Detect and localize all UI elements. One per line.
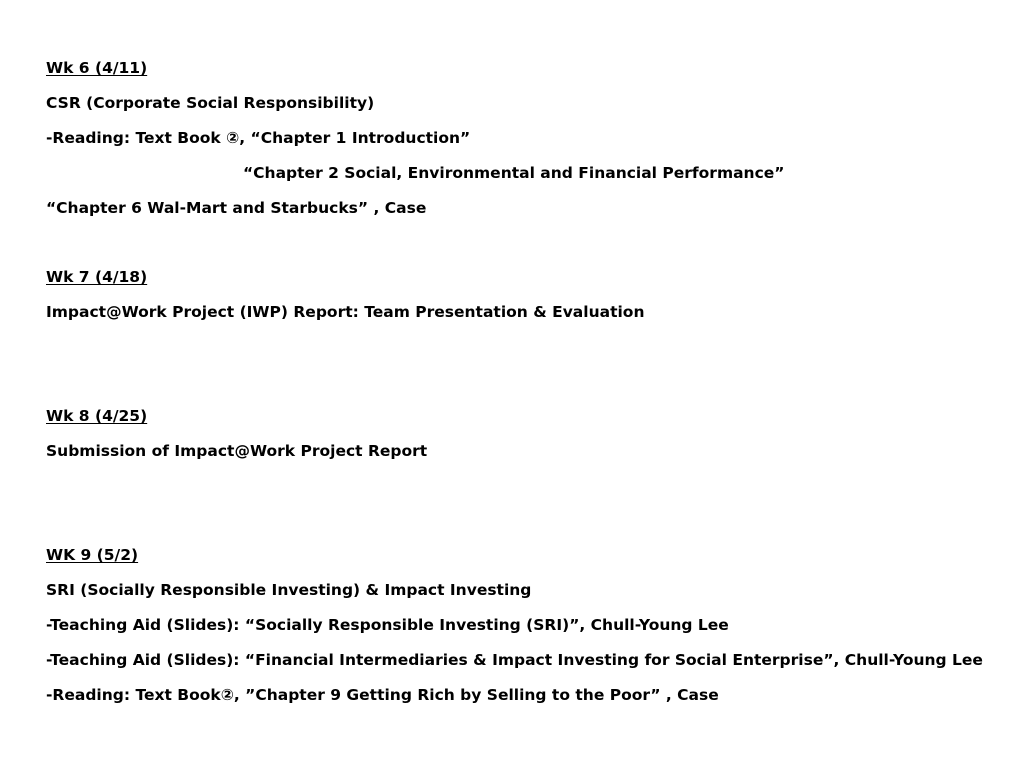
week9-teaching-aid-2: -Teaching Aid (Slides): “Financial Intermediaries & Impact Investing for Social Enterprise”, Chull-Young Lee (46, 651, 983, 669)
week6-reading: -Reading: Text Book ②, “Chapter 1 Introduction” (46, 129, 471, 147)
week9-heading: WK 9 (5/2) (46, 546, 139, 564)
week7-heading: Wk 7 (4/18) (46, 268, 148, 286)
week9-topic: SRI (Socially Responsible Investing) & Impact Investing (46, 581, 532, 599)
week8-topic: Submission of Impact@Work Project Report (46, 442, 428, 460)
week6-case: “Chapter 6 Wal-Mart and Starbucks” , Case (46, 199, 427, 217)
week6-heading: Wk 6 (4/11) (46, 59, 148, 77)
week7-topic: Impact@Work Project (IWP) Report: Team Presentation & Evaluation (46, 303, 645, 321)
week6-reading-continued: “Chapter 2 Social, Environmental and Financial Performance” (243, 164, 785, 182)
week8-heading: Wk 8 (4/25) (46, 407, 148, 425)
week9-teaching-aid-1: -Teaching Aid (Slides): “Socially Responsible Investing (SRI)”, Chull-Young Lee (46, 616, 729, 634)
week9-reading: -Reading: Text Book②, ”Chapter 9 Getting Rich by Selling to the Poor” , Case (46, 686, 719, 704)
week6-topic: CSR (Corporate Social Responsibility) (46, 94, 375, 112)
